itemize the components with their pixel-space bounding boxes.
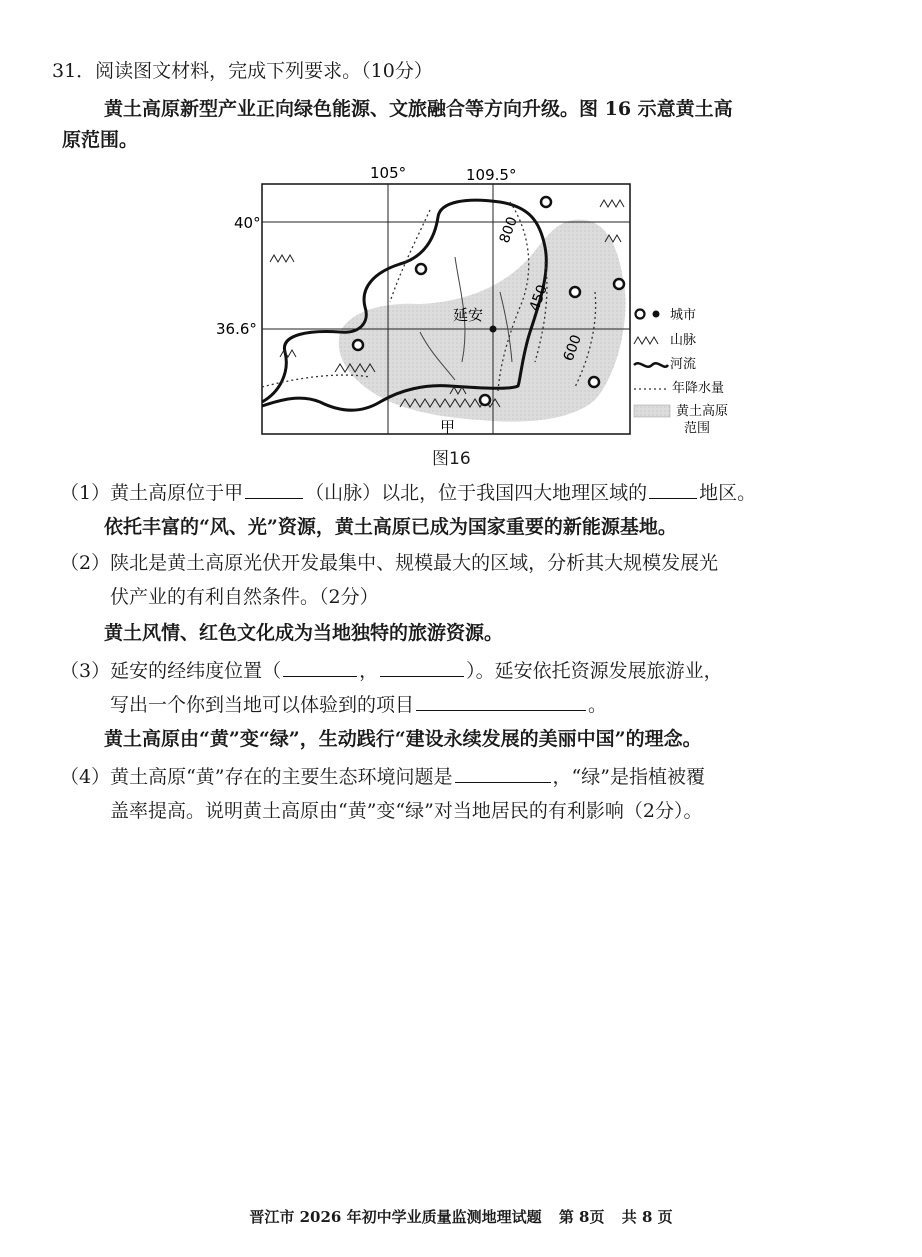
- legend-plateau-2: 范围: [684, 421, 711, 436]
- map-legend: [634, 308, 728, 436]
- yanan-label: 延安: [453, 306, 484, 324]
- lon-105-label: 105°: [370, 164, 407, 182]
- isohyet-600-label: 600: [560, 332, 585, 364]
- lat-40-label: 40°: [234, 214, 261, 232]
- q3-text-a: （3）延安的经纬度位置（: [60, 660, 282, 682]
- city-marker: [541, 197, 551, 207]
- legend-city: 城市: [670, 308, 697, 323]
- city-marker: [480, 395, 490, 405]
- q4-text-a: （4）黄土高原“黄”存在的主要生态环境问题是: [60, 766, 453, 788]
- q3-text-c: 写出一个你到当地可以体验到的项目: [110, 694, 415, 716]
- isohyet-800-label: 800: [496, 214, 521, 246]
- q3-sep: ，: [359, 660, 379, 682]
- figure-caption: 图16: [432, 449, 471, 469]
- q4-blank-problem[interactable]: [455, 762, 551, 783]
- q3-blank-longitude[interactable]: [283, 656, 357, 677]
- mountain-jia-label: 甲: [440, 418, 456, 436]
- q3-end: 。: [588, 694, 608, 716]
- q1-text-c: 地区。: [699, 482, 757, 504]
- city-marker: [614, 279, 624, 289]
- lon-109-label: 109.5°: [466, 166, 517, 184]
- footer-title: 晋江市 2026 年初中学业质量监测地理试题: [249, 1208, 542, 1226]
- q1-text-b: （山脉）以北，位于我国四大地理区域的: [305, 482, 648, 504]
- intro-3: 黄土风情、红色文化成为当地独特的旅游资源。: [104, 622, 504, 644]
- legend-mountain: 山脉: [670, 333, 697, 348]
- footer-page: 第 8页: [558, 1208, 605, 1226]
- question-header: 31．阅读图文材料，完成下列要求。（10分）: [52, 60, 433, 82]
- legend-river: 河流: [670, 357, 697, 372]
- city-marker: [589, 377, 599, 387]
- q3-line-1: [60, 656, 723, 684]
- page-footer: [0, 1206, 922, 1227]
- q3-blank-latitude[interactable]: [380, 656, 464, 677]
- q3-text-b: ）。延安依托资源发展旅游业，: [466, 660, 723, 682]
- q1-blank-region[interactable]: [649, 478, 697, 499]
- q4-line-2: 盖率提高。说明黄土高原由“黄”变“绿”对当地居民的有利影响（2分）。: [110, 800, 703, 822]
- q3-line-2: [110, 690, 607, 718]
- footer-total: 共 8 页: [621, 1208, 673, 1226]
- intro-4: 黄土高原由“黄”变“绿”，生动践行“建设永续发展的美丽中国”的理念。: [104, 728, 702, 750]
- city-marker: [416, 264, 426, 274]
- q3-blank-activity[interactable]: [416, 690, 586, 711]
- legend-rainfall: 年降水量: [672, 381, 725, 396]
- q1-text-a: （1）黄土高原位于甲: [60, 482, 244, 504]
- q1-line: [60, 478, 756, 506]
- isohyet-450-label: 450: [526, 282, 551, 314]
- intro-2: 依托丰富的“风、光”资源，黄土高原已成为国家重要的新能源基地。: [104, 516, 677, 538]
- yanan-marker: [490, 326, 497, 333]
- figure-16-map: [200, 162, 760, 462]
- q1-blank-mountain[interactable]: [245, 478, 303, 499]
- q2-line-1: （2）陕北是黄土高原光伏开发最集中、规模最大的区域，分析其大规模发展光: [60, 552, 719, 574]
- intro-line-1: 黄土高原新型产业正向绿色能源、文旅融合等方向升级。图 16 示意黄土高: [104, 98, 733, 120]
- city-marker: [353, 340, 363, 350]
- intro-line-2: 原范围。: [62, 129, 139, 151]
- q2-line-2: 伏产业的有利自然条件。（2分）: [110, 586, 379, 608]
- q4-line-1: [60, 762, 705, 790]
- city-marker: [570, 287, 580, 297]
- lat-36-label: 36.6°: [216, 320, 257, 338]
- legend-plateau-1: 黄土高原: [676, 404, 729, 419]
- q4-text-b: ，“绿”是指植被覆: [552, 766, 705, 788]
